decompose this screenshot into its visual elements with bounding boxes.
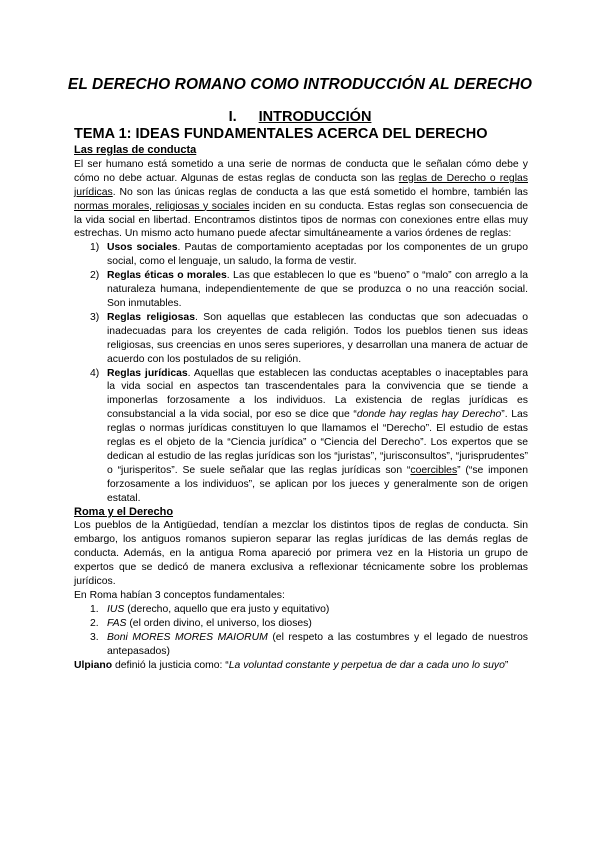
list-item-number: 1. (90, 603, 99, 615)
reglas-intro-text-a: El ser humano está sometido a una serie de normas de conducta que le señalan cómo debe y cómo no debe actuar. Algunas de estas reglas de conducta son las (74, 158, 528, 184)
list-item-text: . Aquellas que establecen las conductas aceptables o inaceptables para la vida social en aspectos tan trascendentales para la convivencia que se tiende a imponerlas forzosamente a los individuos. La existencia de reglas jurídicas es consubstancial a la vida social, por eso se dice que “ (107, 367, 528, 421)
list-item (74, 603, 528, 617)
section-heading (0, 109, 600, 125)
document-body (74, 144, 528, 672)
list-item-number: 1) (90, 242, 100, 254)
list-item-text-3: ” (“se imponen forzosamente a los individuos”, se aplican por los jueces y generalmente son de origen estatal. (107, 464, 528, 504)
list-item-text: . Las que establecen lo que es “bueno” o “malo” con arreglo a la naturaleza humana, independientemente de que se produzca o no una reacción social. Son inmutables. (107, 270, 528, 309)
list-item (74, 311, 528, 367)
list-item-term: Reglas éticas o morales (107, 270, 227, 282)
concept-term: FAS (107, 617, 127, 629)
list-item-number: 3. (90, 631, 99, 643)
reglas-list (74, 241, 528, 505)
concepts-list (74, 603, 528, 659)
list-item-number: 2) (90, 270, 100, 282)
ulpiano-end: ” (504, 659, 509, 671)
list-item-text: . Son aquellas que establecen las conductas que son adecuadas o inadecuadas para los creyentes de cada religión. Todos los pueblos tienen sus ideas religiosas, sus creencias en unos seres superiores, y desarrollan una manera de actuar de acuerdo con los postulados de su religión. (107, 311, 528, 365)
concept-text: (el respeto a las costumbres y el legado de nuestros antepasados) (107, 631, 528, 657)
concept-term: IUS (107, 603, 125, 615)
tema-title: TEMA 1: IDEAS FUNDAMENTALES ACERCA DEL DERECHO (74, 126, 488, 142)
concept-text: (el orden divino, el universo, los dioses) (126, 617, 312, 629)
reglas-intro-text-c: inciden en su conducta. Estas reglas son consecuencia de la vida social en libertad. Encontramos distintos tipos de normas con conexiones entre ellas muy estrechas. Un mismo acto humano puede afectar simultáneamente a varios órdenes de reglas: (74, 200, 528, 240)
list-item (74, 367, 528, 506)
list-item-quote: donde hay reglas hay Derecho (356, 409, 502, 421)
list-item-number: 2. (90, 617, 99, 629)
roma-heading: Roma y el Derecho (74, 505, 174, 518)
list-item-text: . Pautas de comportamiento aceptadas por los componentes de un grupo social, como el lenguaje, un saludo, la forma de vestir. (107, 242, 528, 268)
ulpiano-name: Ulpiano (74, 659, 113, 671)
list-item-term: Reglas jurídicas (107, 367, 188, 379)
roma-paragraph-1: Los pueblos de la Antigüedad, tendían a mezclar los distintos tipos de reglas de conducta. Sin embargo, los antiguos romanos supieron separar las reglas jurídicas de las demás reglas de conducta. Además, en la antigua Roma apareció por primera vez en la Historia un grupo de expertos que se dedicó de manera exclusiva a reflexionar técnicamente sobre los problemas jurídicos. (74, 520, 528, 588)
concept-term: Boni MORES MORES MAIORUM (107, 631, 268, 643)
list-item-number: 3) (90, 311, 100, 323)
reglas-intro-underline-2: normas morales, religiosas y sociales (74, 200, 250, 212)
list-item-number: 4) (90, 367, 100, 379)
roma-paragraph-2: En Roma habían 3 conceptos fundamentales: (74, 590, 285, 601)
section-number: I. (228, 109, 237, 125)
list-item-text-2: ”. Las reglas o normas jurídicas constituyen lo que llamamos el “Derecho”. El estudio de estas reglas es el objeto de la “Ciencia jurídica” o “Ciencia del Derecho”. Los expertos que se dedican al estudio de las reglas jurídicas son los “juristas”, “jurisconsultos”, “jurisprudentes” o “jurisperitos”. Se suele señalar que las reglas jurídicas son “ (107, 409, 528, 476)
reglas-intro-paragraph (74, 158, 528, 241)
reglas-intro-text-b: . No son las únicas reglas de conducta a las que está sometido el hombre, también las (112, 186, 528, 198)
list-item-term: Reglas religiosas (107, 311, 195, 323)
ulpiano-paragraph (74, 659, 528, 673)
list-item (74, 241, 528, 269)
reglas-heading: Las reglas de conducta (74, 144, 197, 156)
list-item-underlined-term: coercibles (410, 464, 458, 476)
concept-text: (derecho, aquello que era justo y equitativo) (124, 603, 330, 615)
document-title: EL DERECHO ROMANO COMO INTRODUCCIÓN AL DERECHO (67, 76, 533, 93)
reglas-intro-underline-1: reglas de Derecho o reglas jurídicas (74, 172, 528, 198)
ulpiano-text: definió la justicia como: “ (112, 659, 229, 671)
list-item (74, 269, 528, 311)
list-item (74, 617, 528, 631)
list-item (74, 631, 528, 659)
ulpiano-quote: La voluntad constante y perpetua de dar a cada uno lo suyo (228, 659, 505, 671)
section-title: INTRODUCCIÓN (258, 109, 372, 125)
list-item-term: Usos sociales (107, 242, 178, 254)
